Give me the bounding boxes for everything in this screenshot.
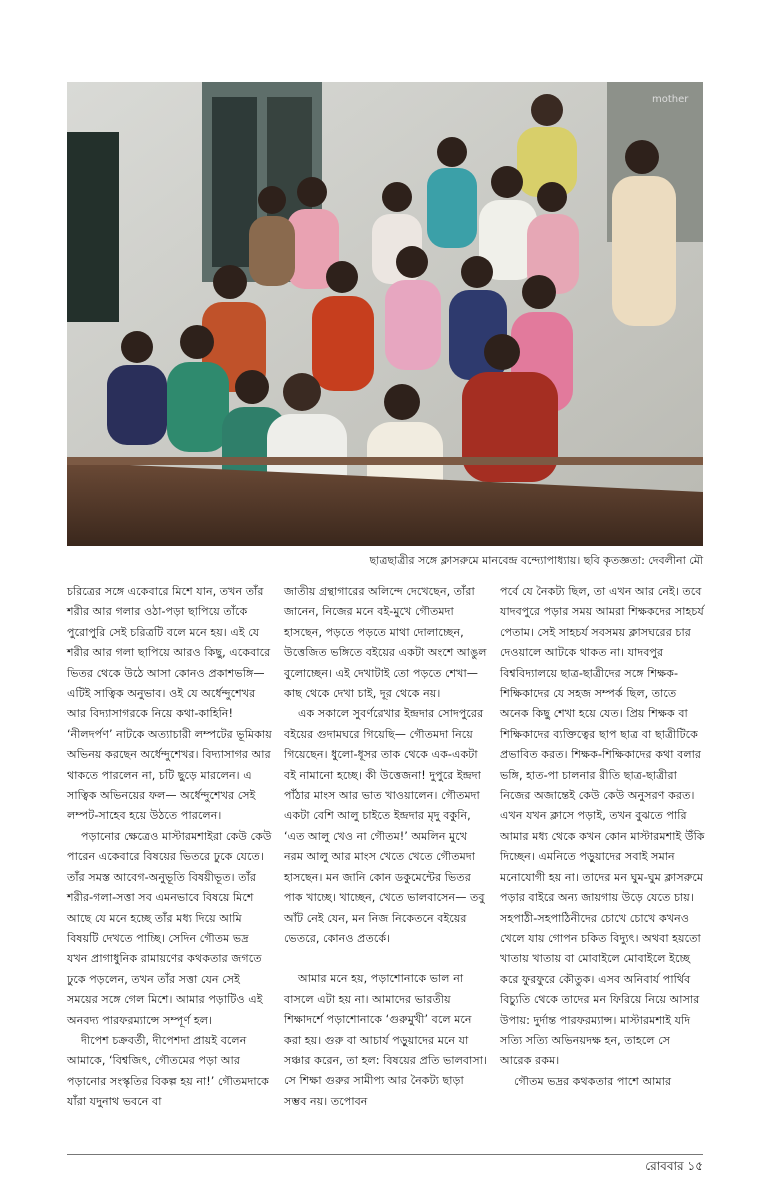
- text-column-3: [500, 582, 705, 1092]
- paragraph: গৌতম ভদ্রর কথকতার পাশে আমার: [514, 1074, 672, 1088]
- board-text: mother: [652, 94, 689, 105]
- page-footer: রোববার ১৫: [645, 1159, 703, 1173]
- paragraph: আমার মনে হয়, পড়াশোনাকে ভাল না বাসলে এটা হয় না। আমাদের ভারতীয় শিক্ষাদর্শে পড়াশোনাকে ‘গুরুমুখী’ বলে মনে করা হয়। গুরু বা আচার্য পড়ুয়াদের মনে যা সঞ্চার করেন, তা হল: বিষয়ের প্রতি ভালবাসা। সে শিক্ষা গুরুর সামীপ্য আর নৈকট্য ছাড়া সম্ভব নয়। তপোবন: [284, 972, 488, 1108]
- group-photo: [67, 82, 703, 546]
- blackboard-left: [67, 132, 119, 322]
- photo-caption: ছাত্রছাত্রীর সঙ্গে ক্লাসরুমে মানবেন্দ্র বন্দ্যোপাধ্যায়। ছবি কৃতজ্ঞতা: দেবলীনা মৌ: [369, 554, 703, 567]
- paragraph: জাতীয় গ্রন্থাগারের অলিন্দে দেখেছেন, তাঁরা জানেন, নিজের মনে বই-মুখে গৌতমদা হাসছেন, পড়তে পড়তে মাথা দোলাচ্ছেন, উত্তেজিত ভঙ্গিতে বইয়ের একটা অংশে আঙুল বুলোচ্ছেন। এই দেখাটাই তো পড়তে শেখা— কাছ থেকে দেখা চাই, দূর থেকে নয়।: [284, 585, 487, 701]
- paragraph: চরিত্রের সঙ্গে একেবারে মিশে যান, তখন তাঁর শরীর আর গলার ওঠা-পড়া ছাপিয়ে তাঁকে পুরোপুরি সেই চরিত্রটি বলে মনে হয়। এই যে শরীর আর গলা ছাপিয়ে আরও কিছু, একেবারে ভিতর থেকে উঠে আসা কোনও প্রকাশভঙ্গি— এটিই সাত্বিক অনুভাব। ওই যে অর্ধেন্দুশেখর আর বিদ্যাসাগরকে নিয়ে কথা-কাহিনি! ‘নীলদর্পণ’ নাটকে অত্যাচারী লম্পটের ভূমিকায় অভিনয় করছেন অর্ধেন্দুশেখর। বিদ্যাসাগর আর থাকতে পারলেন না, চটি ছুড়ে মারলেন। এ সাত্বিক অভিনয়ের ফল— অর্ধেন্দুশেখর সেই লম্পট-সাহেব হয়ে উঠতে পারলেন।: [67, 585, 272, 823]
- paragraph: এক সকালে সুবর্ণরেখার ইন্দ্রদার সোদপুরের বইয়ের গুদামঘরে গিয়েছি— গৌতমদা নিয়ে গিয়েছেন। ধুলো-ধূসর তাক থেকে এক-একটা বই নামানো হচ্ছে। কী উত্তেজনা! দুপুরে ইন্দ্রদা পাঁঠার মাংস আর ভাত খাওয়ালেন। গৌতমদা একটা বেশি আলু চাইতে ইন্দ্রদার মৃদু বকুনি, ‘এত আলু খেও না গৌতম!’ অমলিন মুখে নরম আলু আর মাংস খেতে খেতে গৌতমদা হাসছেন। মন জানি কোন ডকুমেন্টের ভিতর পাক খাচ্ছে। খাচ্ছেন, খেতে ভালবাসেন— তবু আঁট নেই যেন, মন নিজ নিকেতনে বইয়ের ভেতরে, কোনও প্রতর্কে।: [284, 707, 485, 945]
- text-column-2: [284, 582, 489, 1112]
- text-column-1: [67, 582, 272, 1113]
- group-photo-icon: [67, 82, 703, 546]
- paragraph: দীপেশ চক্রবর্তী, দীপেশদা প্রায়ই বলেন আমাকে, ‘বিশ্বজিৎ, গৌতমের পড়া আর পড়ানোর সংস্কৃতির বিকল্প হয় না!’ গৌতমদাকে যাঁরা যদুনাথ ভবনে বা: [67, 1033, 269, 1109]
- footer-divider: [67, 1154, 703, 1155]
- paragraph: পড়ানোর ক্ষেত্রেও মাস্টারমশাইরা কেউ কেউ পারেন একেবারে বিষয়ের ভিতরে ঢুকে যেতে। তাঁর সমস্ত আবেগ-অনুভূতি বিষয়ীভূত। তাঁর শরীর-গলা-সত্তা সব এমনভাবে বিষয়ে মিশে আছে যে মনে হচ্ছে তাঁর মধ্য দিয়ে আমি বিষয়টি দেখতে পাচ্ছি। সেদিন গৌতম ভদ্র যখন প্রাগাধুনিক রামায়ণের কথকতার জগতে ঢুকে পড়লেন, তখন তাঁর সত্তা যেন সেই সময়ের সঙ্গে গেল মিশে। আমার পড়াটিও এই অনবদ্য পারফরম্যান্সে সম্পূর্ণ হল।: [67, 829, 272, 1027]
- paragraph: পর্বে যে নৈকট্য ছিল, তা এখন আর নেই। তবে যাদবপুরে পড়ার সময় আমরা শিক্ষকদের সাহচর্য পেতাম। সেই সাহচর্য সবসময় ক্লাসঘরের চার দেওয়ালে আটকে থাকত না। যাদবপুর বিশ্ববিদ্যালয়ে ছাত্র-ছাত্রীদের সঙ্গে শিক্ষক-শিক্ষিকাদের যে সহজ সম্পর্ক ছিল, তাতে অনেক কিছু শেখা হয়ে যেত। প্রিয় শিক্ষক বা শিক্ষিকাদের ব্যক্তিত্বের ছাপ ছাত্র বা ছাত্রীটিকে প্রভাবিত করত। শিক্ষক-শিক্ষিকাদের কথা বলার ভঙ্গি, হাত-পা চালনার রীতি ছাত্র-ছাত্রীরা নিজের অজান্তেই কেউ কেউ অনুসরণ করত। এখন যখন ক্লাসে পড়াই, তখন বুঝতে পারি আমার মধ্য থেকে কখন কোন মাস্টারমশাই উঁকি দিচ্ছেন। এমনিতে পড়ুয়াদের সবাই সমান মনোযোগী হয় না। তাদের মন ঘুম-ঘুম ক্লাসরুমে পড়ার বাইরে অন্য জায়গায় উড়ে যেতে চায়। সহপাঠী-সহপাঠিনীদের চোখে চোখে কখনও খেলে যায় গোপন চকিত বিদ্যুৎ। অথবা হয়তো খাতায় খাতায় বা মোবাইলে মোবাইলে ইচ্ছে করে ফুরফুরে কৌতুক। এসব অনিবার্য পার্থিব বিচ্যুতি থেকে তাদের মন ফিরিয়ে নিয়ে আসার উপায়: দুর্দান্ত পারফরম্যান্স। মাস্টারমশাই যদি সত্যি সত্যি অভিনয়দক্ষ হন, তাহলে সে আরেক রকম।: [500, 585, 705, 1068]
